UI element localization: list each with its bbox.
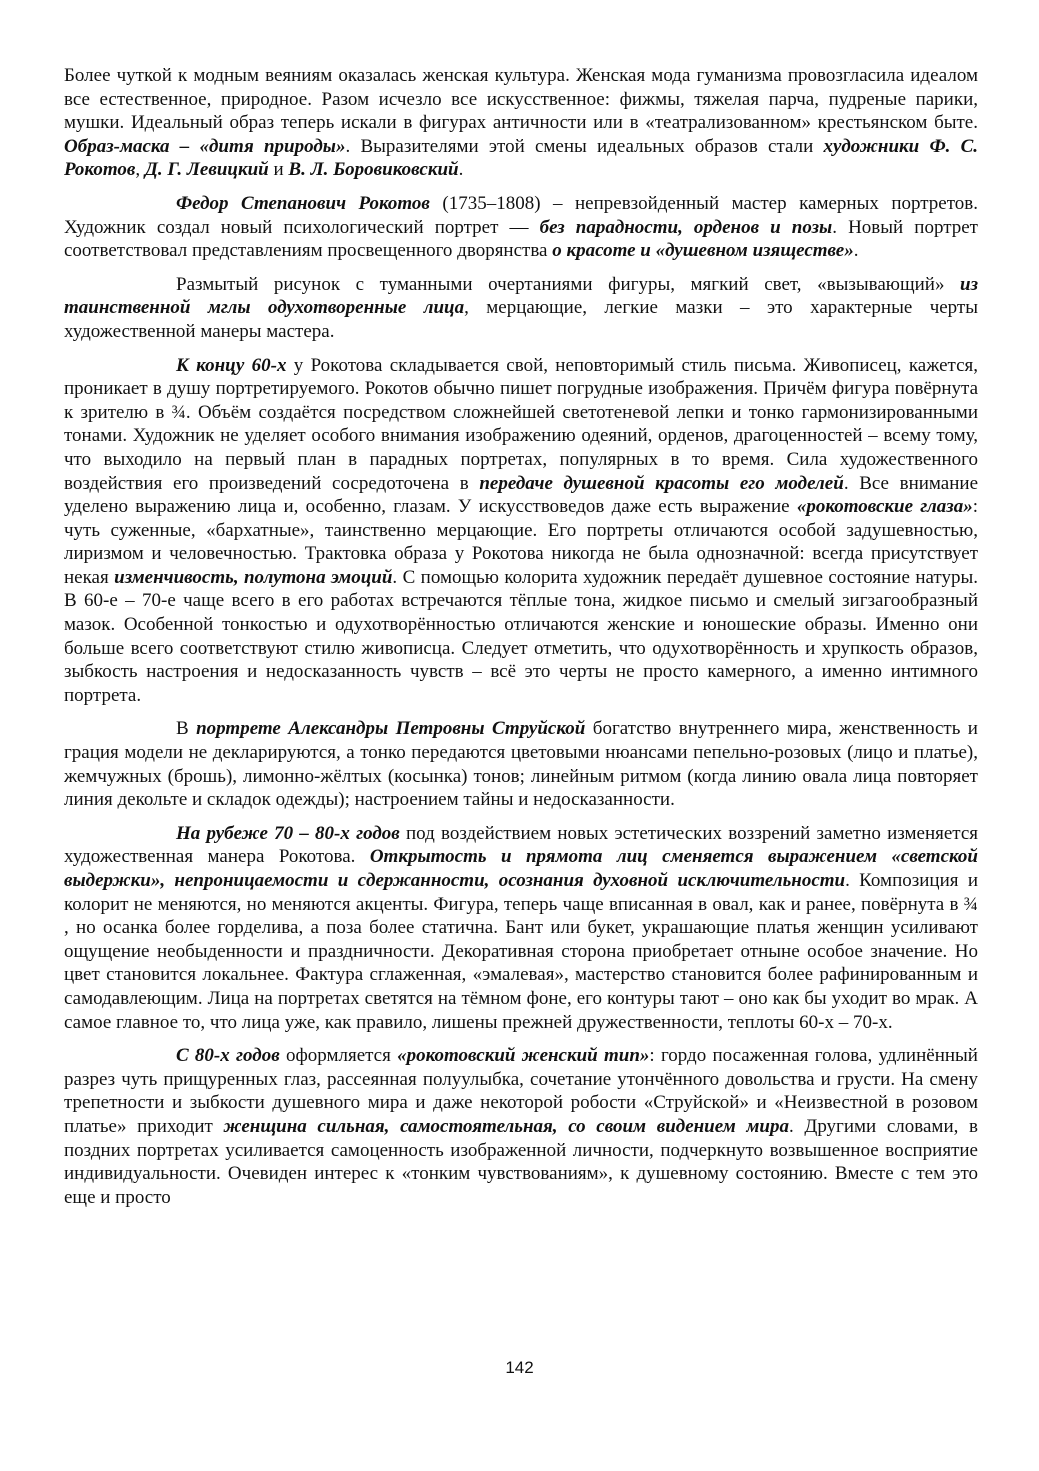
emphasis-run: «рокотовские глаза»	[796, 496, 973, 518]
emphasis-run: «рокотовский женский тип»	[397, 1045, 650, 1067]
paragraph-6	[64, 822, 978, 1034]
text-run: .	[853, 240, 859, 262]
paragraph-2	[64, 192, 978, 263]
document-body	[64, 64, 978, 1219]
emphasis-run: портрете Александры Петровны Струйской	[196, 718, 586, 740]
paragraph-3	[64, 273, 978, 344]
emphasis-run: К концу 60-х	[176, 354, 287, 376]
emphasis-run: без парадности, орденов и позы	[539, 216, 833, 238]
emphasis-run: Д. Г. Левицкий	[144, 159, 269, 181]
text-run: и	[268, 159, 289, 181]
text-run: . Выразителями этой смены идеальных образов стали	[345, 135, 824, 157]
text-run: . Все внимание уделено выражению лица и, особенно, глазам. У искусствоведов даже есть выражение	[64, 472, 979, 518]
text-run: : чуть суженные, «бархатные», таинственно мерцающие. Его портреты отличаются особой задушевностью, лиризмом и человечностью. Трактовка образа у Рокотова никогда не была однозначной: всегда присутствует некая	[64, 496, 978, 588]
text-run: Размытый рисунок с туманными очертаниями фигуры, мягкий свет, «вызывающий»	[176, 273, 961, 295]
emphasis-run: С 80-х годов	[176, 1045, 280, 1067]
emphasis-run: художники Ф. С. Рокотов	[64, 135, 978, 181]
text-run: . Новый портрет соответствовал представлениям просвещенного дворянства	[64, 216, 978, 262]
emphasis-run: изменчивость, полутона эмоций	[114, 566, 393, 588]
paragraph-7	[64, 1044, 978, 1209]
text-run: ,	[135, 159, 145, 181]
text-run: Более чуткой к модным веяниям оказалась женская культура. Женская мода гуманизма провозгласила идеалом все естественное, природное. Разом исчезло все искусственное: фижмы, тяжелая парча, пудреные парики, мушки. Идеальный образ теперь искали в фигурах античности или в «театрализованном» крестьянском быте.	[64, 65, 978, 134]
text-run: , мерцающие, легкие мазки – это характерные черты художественной манеры мастера.	[64, 297, 978, 342]
page-number: 142	[505, 1358, 534, 1377]
paragraph-4	[64, 354, 978, 708]
emphasis-run: Федор Степанович Рокотов	[176, 192, 430, 214]
text-run: : гордо посаженная голова, удлинённый разрез чуть прищуренных глаз, рассеянная полуулыбка, сочетание утончённого довольства и грусти. На смену трепетности и зыбкости душевного мира и даже некоторой робости «Струйской» и «Неизвестной в розовом платье» приходит	[64, 1045, 978, 1137]
emphasis-run: Образ-маска – «дитя природы»	[64, 135, 346, 157]
text-run: . Другими словами, в поздних портретах усиливается самоценность изображенной личности, подчеркнуто возвышенное восприятие индивидуальности. Очевиден интерес к «тонким чувствованиям», к душевному состоянию. Вместе с тем это еще и просто	[64, 1115, 978, 1208]
text-run: . Композиция и колорит не меняются, но меняются акценты. Фигура, теперь чаще вписанная в овал, как и ранее, повёрнута в ¾ , но осанка более горделива, а поза более статична. Бант или букет, украшающие платья женщин усиливают ощущение необыденности и праздничности. Декоративная сторона приобретает отныне особое значение. Но цвет становится локальнее. Фактура сглаженная, «эмалевая», мастерство становится более рафинированным и самодавлеющим. Лица на портретах светятся на тёмном фоне, его контуры тают – оно как бы уходит во мрак. А самое главное то, что лица уже, как правило, лишены прежней дружественности, теплоты 60-х – 70-х.	[64, 870, 978, 1033]
emphasis-run: женщина сильная, самостоятельная, со своим видением мира	[223, 1115, 789, 1137]
text-run: (1735–1808) – непревзойденный мастер камерных портретов. Художник создал новый психологический портрет —	[64, 192, 978, 238]
text-run: богатство внутреннего мира, женственность и грация модели не декларируются, а тонко передаются цветовыми нюансами пепельно-розовых (лицо и платье), жемчужных (брошь), лимонно-жёлтых (косынка) тонов; линейным ритмом (когда линию овала лица повторяет линия декольте и складок одежды); настроением тайны и недосказанности.	[64, 718, 978, 811]
emphasis-run: о красоте и «душевном изяществе»	[552, 240, 854, 262]
text-run: под воздействием новых эстетических воззрений заметно изменяется художественная манера Рокотова.	[64, 822, 978, 868]
emphasis-run: Открытость и прямота лиц сменяется выражением «светской выдержки», непроницаемости и сдержанности, осознания духовной исключительности	[64, 846, 978, 891]
paragraph-5	[64, 717, 978, 811]
paragraph-1	[64, 64, 978, 182]
text-run: . С помощью колорита художник передаёт душевное состояние натуры. В 60-е – 70-е чаще всего в его работах встречаются тёплые тона, жидкое письмо и смелый зигзагообразный мазок. Особенной тонкостью и одухотворённостью отличаются женские и юношеские образы. Именно они больше всего соответствуют стилю живописца. Следует отметить, что одухотворённость и хрупкость образов, зыбкость настроения и недосказанность чувств – всё это черты не просто камерного, а именно интимного портрета.	[64, 566, 978, 706]
emphasis-run: передаче душевной красоты его моделей	[479, 472, 844, 494]
text-run: оформляется	[279, 1045, 398, 1067]
emphasis-run: В. Л. Боровиковский	[288, 159, 459, 181]
text-run: В	[176, 718, 197, 740]
emphasis-run: из таинственной мглы одухотворенные лица	[64, 273, 978, 319]
text-run: у Рокотова складывается свой, неповторимый стиль письма. Живописец, кажется, проникает в душу портретируемого. Рокотов обычно пишет погрудные изображения. Причём фигура повёрнута к зрителю в ¾. Объём создаётся посредством сложнейшей светотеневой лепки и тонко гармонизированными тонами. Художник не уделяет особого внимания изображению одеяний, орденов, драгоценностей – всему тому, что выходило на первый план в парадных портретах, популярных в то время. Сила художественного воздействия его произведений сосредоточена в	[64, 354, 978, 494]
text-run: .	[458, 159, 464, 181]
emphasis-run: На рубеже 70 – 80-х годов	[176, 822, 400, 844]
